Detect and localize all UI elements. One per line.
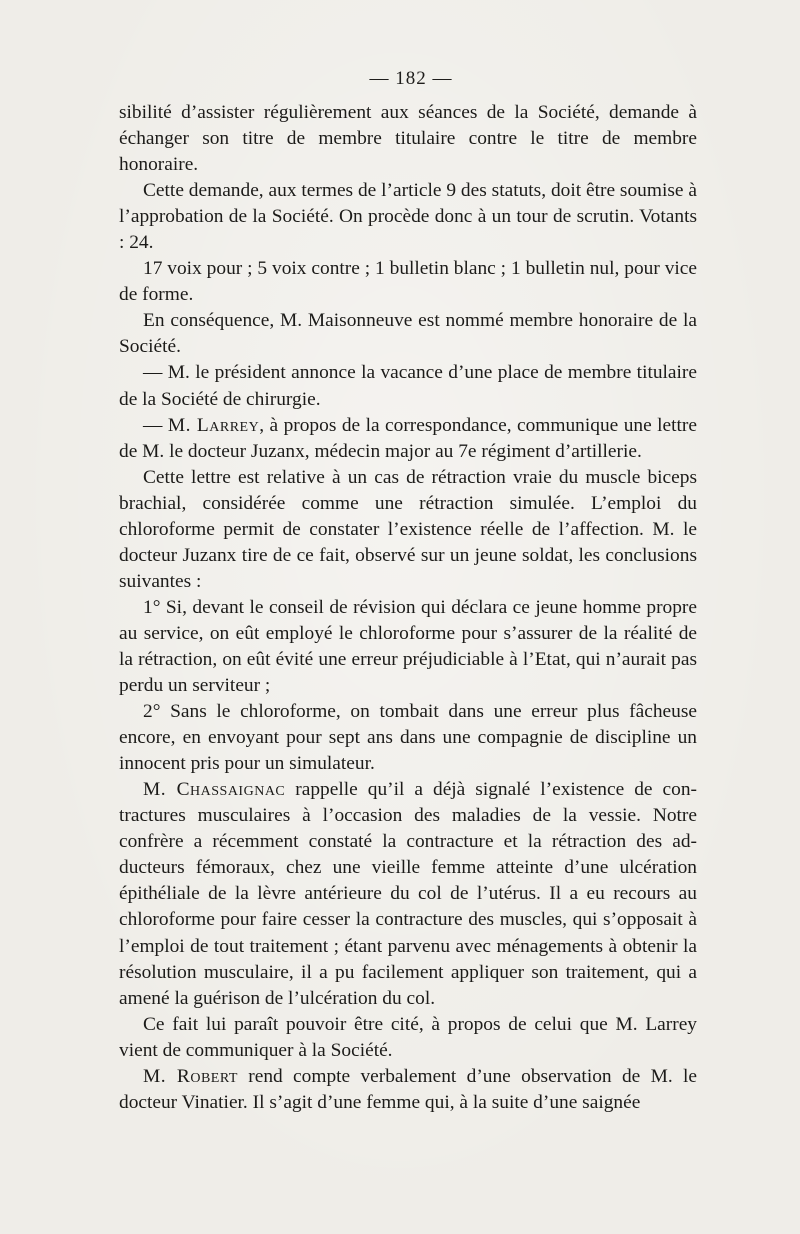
speaker-name: M. Robert: [143, 1065, 238, 1087]
paragraph: [119, 777, 697, 1011]
paragraph-text: , à propos de la correspondance, communique une lettre de M. le docteur Juzanx, médecin major au 7e régiment d’artillerie.: [119, 414, 697, 462]
dash-prefix: —: [143, 414, 168, 436]
paragraph: [119, 1064, 697, 1116]
paragraph: sibilité d’assister régulièrement aux séances de la Société, demande à échanger son titre de membre titulaire contre le titre de membre honoraire.: [119, 102, 697, 176]
page-number: — 182 —: [369, 68, 453, 89]
paragraph: En conséquence, M. Maisonneuve est nommé membre honoraire de la Société.: [119, 310, 697, 358]
paragraph: Cette lettre est relative à un cas de rétraction vraie du muscle biceps brachial, considérée comme une rétraction simulée. L’emploi du chloroforme permit de constater l’existence réelle de l’affection. M. le docteur Juzanx tire de ce fait, observé sur un jeune soldat, les conclusions suivantes :: [119, 466, 697, 592]
paragraph-text: rend compte verbalement d’une observation de M. le docteur Vinatier. Il s’agit d’une femme qui, à la suite d’une saignée: [119, 1065, 698, 1113]
paragraph: 17 voix pour ; 5 voix contre ; 1 bulletin blanc ; 1 bulletin nul, pour vice de forme.: [119, 258, 697, 306]
paragraph-text: rappelle qu’il a déjà signalé l’existence de contractures musculaires à l’occasion des maladies de la vessie. Notre confrère a récemment constaté la contracture et la rétraction des adducteurs fémoraux, chez une vieille femme atteinte d’une ulcération épithéliale de la lèvre antérieure du col de l’utérus. Il a eu recours au chloroforme pour faire cesser la contracture des muscles, qui s’opposait à l’emploi de tout traitement ; étant parvenu avec ménagements à obtenir la résolution musculaire, il a pu facilement appliquer son traitement, qui a amené la guérison de l’ulcération du col.: [119, 779, 698, 1009]
paragraph: Cette demande, aux termes de l’article 9 des statuts, doit être soumise à l’approbation de la Société. On procède donc à un tour de scrutin. Votants : 24.: [119, 180, 697, 254]
paragraph: — M. le président annonce la vacance d’une place de membre titulaire de la Société de chirurgie.: [119, 362, 697, 410]
speaker-name: M. Larrey: [167, 414, 260, 436]
paragraph: 1° Si, devant le conseil de révision qui déclara ce jeune homme propre au service, on eût employé le chloroforme pour s’assurer de la réalité de la rétraction, on eût évité une erreur préjudiciable à l’Etat, qui n’aurait pas perdu un serviteur ;: [119, 596, 697, 697]
body-text: [119, 100, 697, 1116]
paragraph: [119, 413, 697, 465]
paragraph: 2° Sans le chloroforme, on tombait dans une erreur plus fâcheuse encore, en envoyant pour sept ans dans une compagnie de discipline un innocent pris pour un simulateur.: [119, 701, 697, 775]
speaker-name: M. Chassaignac: [143, 779, 286, 801]
paragraph: Ce fait lui paraît pouvoir être cité, à propos de celui que M. Larrey vient de communiquer à la Société.: [119, 1013, 697, 1061]
